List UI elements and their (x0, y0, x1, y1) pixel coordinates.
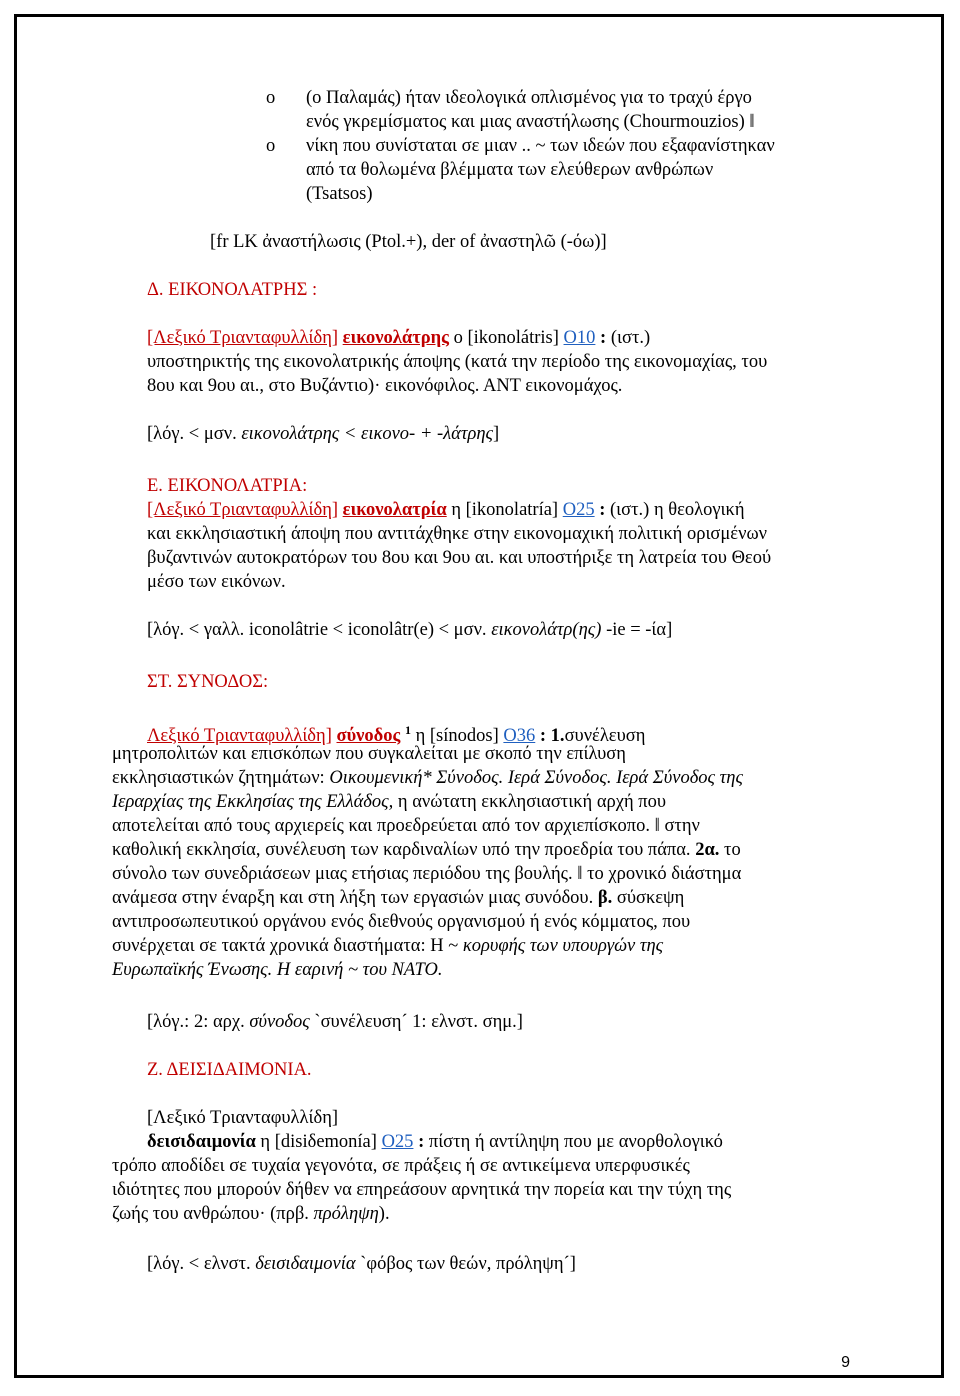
etymology-italic: δεισιδαιμονία (255, 1254, 356, 1274)
entry-text: αποτελείται από τους αρχιερείς και προεδρεύεται από τον αρχιεπίσκοπο. ‖ στην (112, 816, 700, 836)
example-text: κορυφής των υπουργών της (462, 936, 664, 956)
entry-text: 8ου και 9ου αι., στο Βυζάντιο)· εικονόφιλος. ΑΝΤ εικονομάχος. (147, 376, 623, 396)
entry-d (147, 326, 767, 446)
lemma: δεισιδαιμονία (147, 1132, 256, 1152)
definition-number: 2α. (695, 840, 720, 860)
entry-text: σύνολο των συνεδριάσεων μιας ετήσιας περιόδου της βουλής. ‖ το χρονικό διάστημα (112, 864, 742, 884)
entry-text: σύσκεψη (616, 888, 685, 908)
definition-number: β. (597, 888, 613, 908)
bullet-line: (ο Παλαμάς) ήταν ιδεολογικά οπλισμένος για το τραχύ έργο (306, 88, 752, 108)
entry-text: (ιστ.) η θεολογική (610, 500, 745, 520)
page-number: 9 (841, 1354, 850, 1371)
bullet-item (266, 134, 775, 206)
etymology-italic: εικονολάτρης < εικονο- + -λάτρης (241, 424, 494, 444)
entry-text: εκκλησιαστικών ζητημάτων: (112, 768, 325, 788)
superscript: 1 (404, 723, 411, 737)
bullet-item (266, 86, 755, 134)
bullet-line: (Tsatsos) (306, 184, 373, 204)
etymology (147, 1252, 576, 1276)
entry-text: ). (378, 1204, 390, 1224)
entry-text: και εκκλησιαστική άποψη που αντιτάχθηκε στην εικονομαχική πολιτική ορισμένων (147, 524, 767, 544)
etymology-text: `συνέλευση´ 1: ελνστ. σημ.] (314, 1012, 523, 1032)
example-text: πρόληψη (313, 1204, 379, 1224)
pronunciation: ο [ikonolátris] (453, 328, 559, 348)
code-link[interactable]: Ο10 (563, 328, 596, 348)
entry-text: τρόπο αποδίδει σε τυχαία γεγονότα, σε πράξεις ή σε αντικείμενα υπερφυσικές (112, 1156, 690, 1176)
pronunciation: η [ikonolatría] (451, 500, 559, 520)
section-heading-z: Ζ. ΔΕΙΣΙΔΑΙΜΟΝΙΑ. (147, 1060, 312, 1080)
colon: : (600, 328, 607, 348)
entry-text: ανάμεσα στην έναρξη και στη λήξη των εργασιών μιας συνόδου. (112, 888, 594, 908)
etymology-text: [λόγ.: 2: αρχ. (147, 1012, 245, 1032)
etymology-italic: σύνοδος (249, 1012, 310, 1032)
dictionary-source-link[interactable]: Λεξικό Τριανταφυλλίδη] (147, 726, 332, 747)
entry-text: συνέλευση (564, 726, 646, 747)
bullet-marker: o (266, 88, 276, 108)
etymology-text: [λόγ. < μσν. (147, 424, 237, 444)
entry-st (112, 718, 743, 982)
etymology-text: -ie = -ία] (606, 620, 673, 640)
etymology-text: `φόβος των θεών, πρόληψη´] (360, 1254, 576, 1274)
etymology-text: [λόγ. < γαλλ. iconolâtrie < iconolâtr(e) < μσν. (147, 620, 487, 640)
example-text: Ευρωπαϊκής Ένωσης. Η εαρινή ~ του ΝΑΤΟ. (112, 960, 443, 980)
entry-e (147, 474, 771, 642)
entry-text: ζωής του ανθρώπου· (πρβ. (112, 1204, 309, 1224)
section-heading-st: ΣΤ. ΣΥΝΟΔΟΣ: (147, 672, 269, 692)
entry-text: μέσο των εικόνων. (147, 572, 286, 592)
etymology-italic: εικονολάτρ(ης) (491, 620, 602, 640)
code-link[interactable]: Ο25 (562, 500, 595, 520)
bullet-line: νίκη που συνίσταται σε μιαν .. ~ των ιδεών που εξαφανίστηκαν (306, 136, 775, 156)
pronunciation: η [disiδemonía] (260, 1132, 377, 1152)
etymology (147, 618, 771, 642)
dictionary-source: [Λεξικό Τριανταφυλλίδη] (147, 1108, 339, 1128)
section-heading-e: Ε. ΕΙΚΟΝΟΛΑΤΡΙΑ: (147, 476, 308, 496)
lemma: εικονολατρία (342, 500, 447, 520)
colon: : (599, 500, 606, 520)
entry-text: συνέρχεται σε τακτά χρονικά διαστήματα: Η ~ (112, 936, 459, 956)
colon: : (418, 1132, 425, 1152)
etymology (147, 1010, 523, 1034)
entry-z (112, 1106, 731, 1226)
etymology-text: [λόγ. < ελνστ. (147, 1254, 251, 1274)
code-link[interactable]: Ο25 (381, 1132, 414, 1152)
bullet-line: ενός γκρεμίσματος και μιας αναστήλωσης (Chourmouzios) ‖ (306, 112, 755, 132)
example-text: Οικουμενική* Σύνοδος. Ιερά Σύνοδος. Ιερά Σύνοδος της (329, 768, 743, 788)
entry-text: πίστη ή αντίληψη που με ανορθολογικό (428, 1132, 723, 1152)
etymology-text: ] (493, 424, 500, 444)
section-heading-d: Δ. ΕΙΚΟΝΟΛΑΤΡΗΣ : (147, 280, 318, 300)
entry-text: (ιστ.) (610, 328, 651, 348)
dictionary-source-link[interactable]: [Λεξικό Τριανταφυλλίδη] (147, 500, 339, 520)
entry-text: βυζαντινών αυτοκρατόρων του 8ου και 9ου αι. και υποστήριξε τη λατρεία του Θεού (147, 548, 772, 568)
etymology (147, 422, 767, 446)
bullet-line: από τα θολωμένα βλέμματα των ελεύθερων ανθρώπων (306, 160, 714, 180)
entry-text: ιδιότητες που μπορούν δήθεν να επηρεάσουν αρνητικά την πορεία και την τύχη της (112, 1180, 732, 1200)
etymology-fr: [fr LK ἀναστήλωσις (Ptol.+), der of ἀναστηλῶ (-όω)] (210, 232, 607, 252)
dictionary-source-link[interactable]: [Λεξικό Τριανταφυλλίδη] (147, 328, 339, 348)
entry-text: η ανώτατη εκκλησιαστική αρχή που (397, 792, 667, 812)
lemma: σύνοδος (336, 726, 401, 747)
entry-text: μητροπολιτών και επισκόπων που συγκαλείται με σκοπό την επίλυση (112, 744, 626, 764)
entry-text: αντιπροσωπευτικού οργάνου ενός διεθνούς οργανισμού ή ενός κόμματος, που (112, 912, 691, 932)
bullet-marker: o (266, 136, 276, 156)
example-text: Ιεραρχίας της Εκκλησίας της Ελλάδος, (112, 792, 394, 812)
definition-number: : 1. (539, 726, 565, 747)
code-link[interactable]: Ο36 (503, 726, 536, 747)
pronunciation: η [sínodos] (415, 726, 499, 747)
entry-text: καθολική εκκλησία, συνέλευση των καρδιναλίων υπό την προεδρία του πάπα. (112, 840, 691, 860)
entry-text: υποστηρικτής της εικονολατρικής άποψης (κατά την περίοδο της εικονομαχίας, του (147, 352, 768, 372)
lemma: εικονολάτρης (342, 328, 449, 348)
entry-text: το (724, 840, 741, 860)
